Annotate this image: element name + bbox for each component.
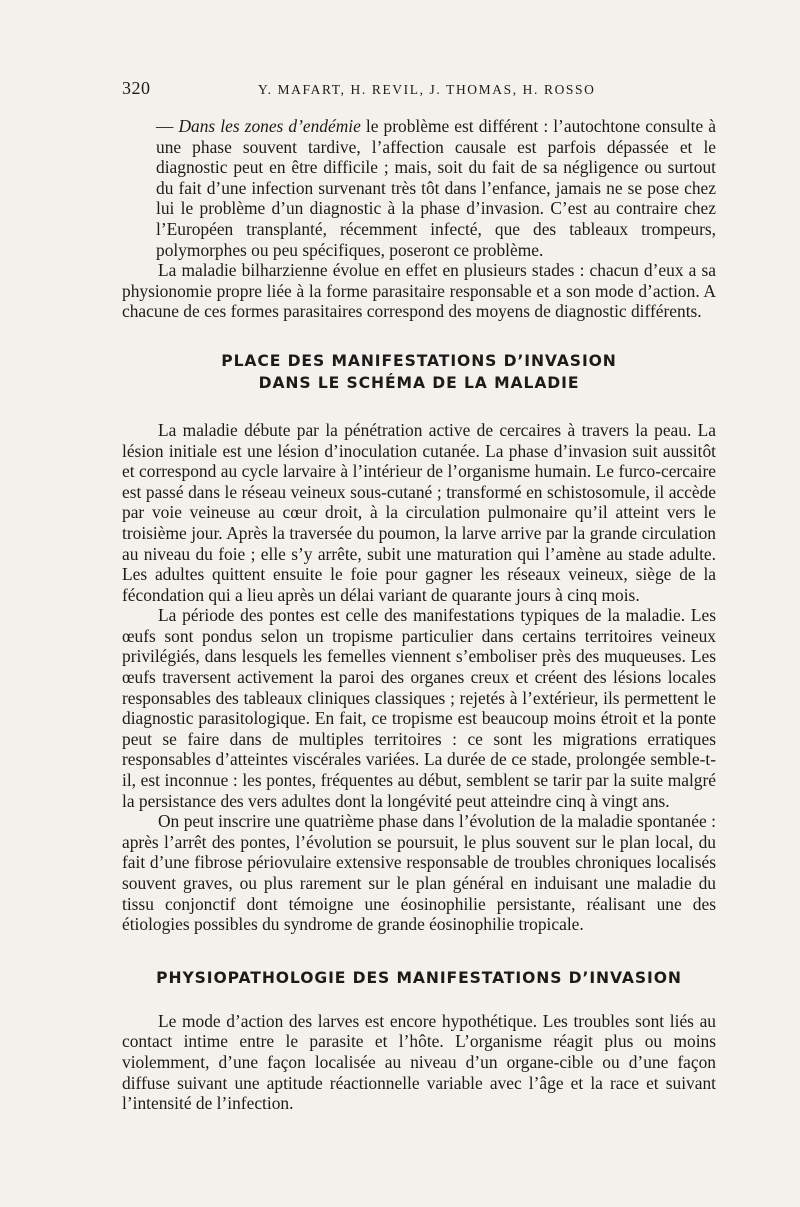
paragraph: La période des pontes est celle des manifestations typiques de la maladie. Les œufs sont pondus selon un tropisme particulier dans certains territoires veineux privilégiés, dans lesquels les femelles viennent s’emboliser près des muqueuses. Les œufs traversent activement la paroi des organes creux et créent des lésions locales responsables des tableaux cliniques classiques ; rejetés à l’extérieur, ils permettent le diagnostic parasitologique. En fait, ce tropisme est beaucoup moins étroit et la ponte peut se faire dans de multiples territoires : ce sont les migrations erratiques responsables d’atteintes viscérales variées. La durée de ce stade, prolongée semble-t-il, est inconnue : les pontes, fréquentes au début, semblent se tarir par la suite malgré la persistance des vers adultes dont la longévité peut atteindre cinq à vingt ans. [122, 605, 716, 811]
paragraph: On peut inscrire une quatrième phase dans l’évolution de la maladie spontanée : après l’arrêt des pontes, l’évolution se poursuit, le plus souvent sur le plan local, du fait d’une fibrose périovulaire extensive responsable de troubles chroniques localisés souvent graves, ou plus rarement sur le plan général en induisant une maladie du tissu conjonctif dont témoigne une éosinophilie persistante, réalisant une des étiologies possibles du syndrome de grande éosinophilie tropicale. [122, 811, 716, 935]
section-title-line-1: PLACE DES MANIFESTATIONS D’INVASION [221, 351, 617, 370]
page-number: 320 [122, 78, 151, 98]
running-head: Y. MAFART, H. REVIL, J. THOMAS, H. ROSSO [258, 82, 596, 97]
paragraph: La maladie débute par la pénétration active de cercaires à travers la peau. La lésion initiale est une lésion d’inoculation cutanée. La phase d’invasion suit aussitôt et correspond au cycle larvaire à l’intérieur de l’organisme humain. Le furco-cercaire est passé dans le réseau veineux sous-cutané ; transformé en schistosomule, il accède par voie veineuse au cœur droit, à la circulation pulmonaire qu’il atteint vers le troisième jour. Après la traversée du poumon, la larve arrive par la grande circulation au niveau du foie ; elle s’y arrête, subit une maturation qui l’amène au stade adulte. Les adultes quittent ensuite le foie pour gagner les réseaux veineux, siège de la fécondation qui a lieu après un délai variant de quarante jours à cinq mois. [122, 419, 716, 605]
italic-phrase: Dans les zones d’endémie [178, 116, 361, 136]
intro-paragraph: La maladie bilharzienne évolue en effet en plusieurs stades : chacun d’eux a sa physionomie propre liée à la forme parasitaire responsable et a son mode d’action. A chacune de ces formes parasitaires correspond des moyens de diagnostic différents. [122, 260, 716, 322]
section-title-physiopathologie: PHYSIOPATHOLOGIE DES MANIFESTATIONS D’INVASION [156, 968, 682, 987]
section-title-line-2: DANS LE SCHÉMA DE LA MALADIE [258, 373, 580, 392]
article-body [122, 116, 716, 1114]
page-header [122, 78, 602, 102]
dash-paragraph-text: le problème est différent : l’autochtone consulte à une phase souvent tardive, l’affection causale est parfois dépassée et le diagnostic peut en être difficile ; mais, soit du fait de sa négligence ou surtout du fait d’une infection survenant très tôt dans l’enfance, jamais ne se pose chez lui le problème d’un diagnostic à la phase d’invasion. C’est au contraire chez l’Européen transplanté, récemment infecté, que des tableaux trompeurs, polymorphes ou peu spécifiques, poseront ce problème. [156, 116, 716, 260]
intro-dash-paragraph [122, 116, 716, 260]
dash-lead: — [156, 116, 179, 136]
paragraph: Le mode d’action des larves est encore hypothétique. Les troubles sont liés au contact intime entre le parasite et l’hôte. L’organisme réagit plus ou moins violemment, d’une façon localisée au niveau d’un organe-cible ou d’une façon diffuse suivant une aptitude réactionnelle variable avec l’âge et la race et suivant l’intensité de l’infection. [122, 1010, 716, 1114]
section-title-place [122, 350, 716, 394]
